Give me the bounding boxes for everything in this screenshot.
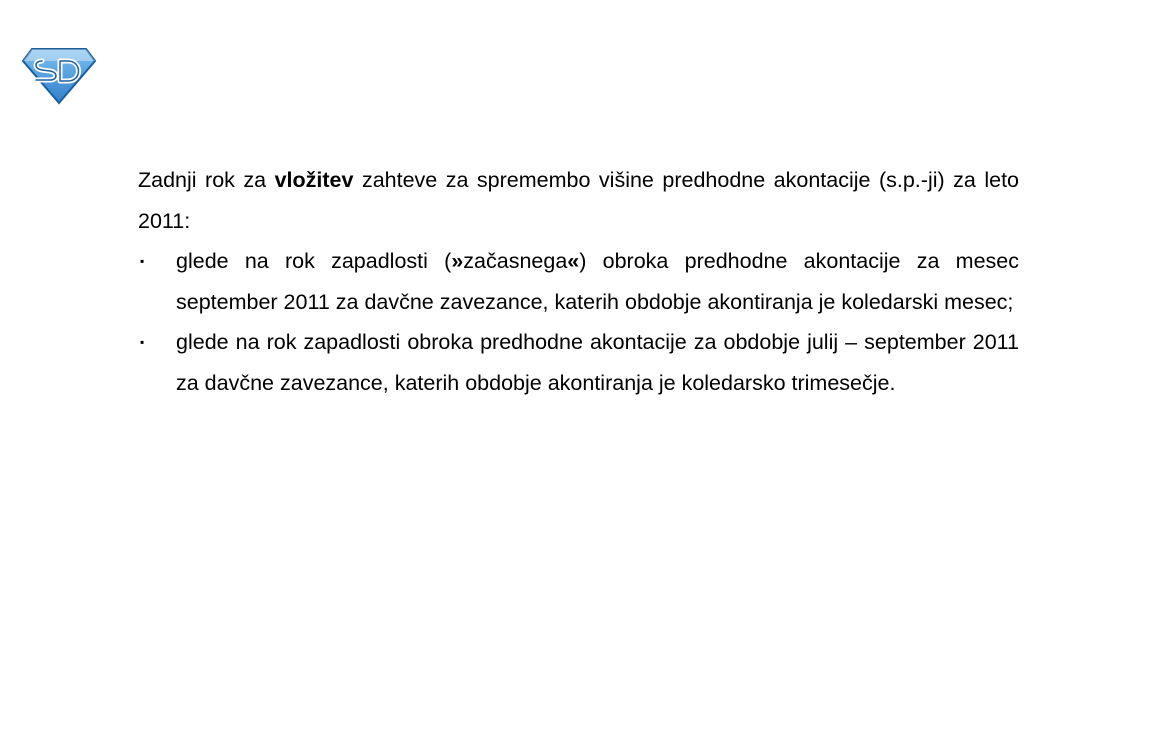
bullet-list <box>138 241 1019 403</box>
bullet-1-text-after: ) obroka predhodne akontacije za mesec september 2011 za davčne zavezance, katerih obdobje akontiranja je koledarski mesec; <box>176 249 1019 314</box>
bullet-1-text-before: glede na rok zapadlosti ( <box>176 249 452 273</box>
intro-text-before: Zadnji rok za <box>138 168 275 192</box>
bullet-1-quote-open: » <box>451 249 464 273</box>
square-bullet-icon: ▪ <box>140 254 145 268</box>
list-item <box>138 322 1019 403</box>
document-body <box>138 160 1019 403</box>
list-item <box>138 241 1019 322</box>
intro-text-after: zahteve za spremembo višine predhodne akontacije (s.p.-ji) za leto 2011: <box>138 168 1019 233</box>
bullet-1-quoted-word: začasnega <box>463 249 568 273</box>
intro-paragraph <box>138 160 1019 241</box>
sd-shield-logo-icon <box>22 47 96 105</box>
bullet-1-quote-close: « <box>567 249 580 273</box>
bullet-2-text: glede na rok zapadlosti obroka predhodne akontacije za obdobje julij – september 2011 za davčne zavezance, katerih obdobje akontiranja je koledarsko trimesečje. <box>176 330 1019 395</box>
intro-bold-word: vložitev <box>274 168 354 192</box>
square-bullet-icon: ▪ <box>140 335 145 349</box>
company-logo <box>22 47 96 105</box>
